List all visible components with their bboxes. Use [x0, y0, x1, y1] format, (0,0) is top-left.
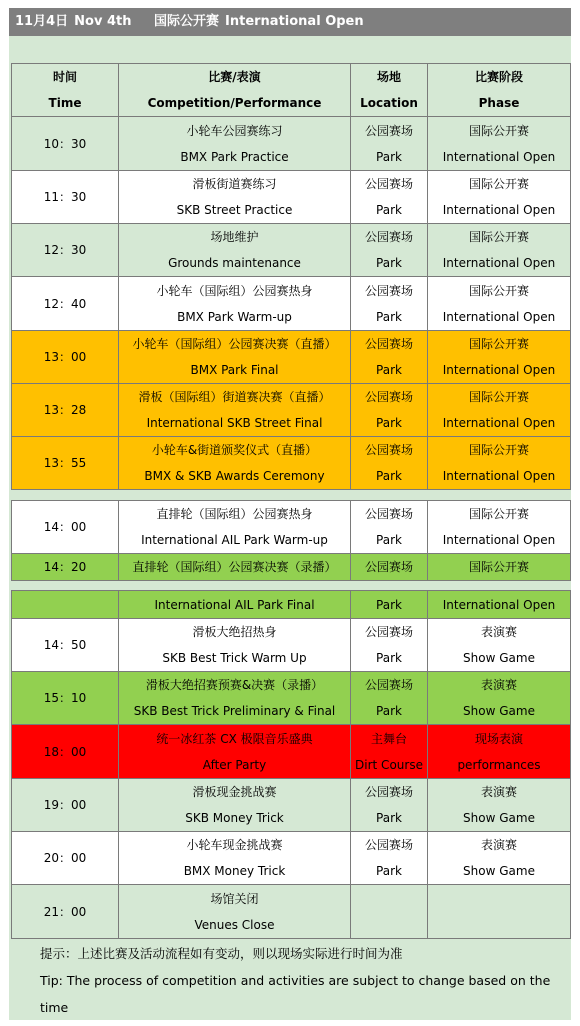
cell-time: 14：00 [12, 501, 119, 554]
cell-time: 11：30 [12, 171, 119, 224]
cell-location: Park [351, 591, 428, 619]
col-header-phase: 比赛阶段 Phase [428, 64, 571, 117]
col-header-location: 场地 Location [351, 64, 428, 117]
cell-competition: 滑板街道赛练习 SKB Street Practice [119, 171, 351, 224]
cell-competition: 直排轮（国际组）公园赛热身 International AIL Park Warm-up [119, 501, 351, 554]
header-date-cn: 11月4日 [15, 14, 69, 29]
cell-location [351, 885, 428, 939]
cell-competition: 滑板现金挑战赛 SKB Money Trick [119, 779, 351, 832]
table-row [12, 501, 571, 554]
cell-competition: 场地维护 Grounds maintenance [119, 224, 351, 277]
cell-location: 公园赛场 Park [351, 672, 428, 725]
cell-competition: 小轮车（国际组）公园赛决赛（直播） BMX Park Final [119, 331, 351, 384]
cell-competition: 小轮车现金挑战赛 BMX Money Trick [119, 832, 351, 885]
table-row [12, 331, 571, 384]
cell-phase: 表演赛 Show Game [428, 619, 571, 672]
notice-block [40, 940, 560, 1021]
table-row [12, 832, 571, 885]
schedule-table-ail [11, 500, 571, 581]
cell-competition: 小轮车公园赛练习 BMX Park Practice [119, 117, 351, 171]
table-row [12, 591, 571, 619]
cell-time: 10：30 [12, 117, 119, 171]
cell-time: 12：30 [12, 224, 119, 277]
cell-competition: International AIL Park Final [119, 591, 351, 619]
cell-phase: 国际公开赛 International Open [428, 171, 571, 224]
schedule-table-main [11, 63, 571, 490]
cell-time: 13：00 [12, 331, 119, 384]
table-row [12, 554, 571, 581]
cell-competition: 滑板大绝招热身 SKB Best Trick Warm Up [119, 619, 351, 672]
cell-competition: 小轮车（国际组）公园赛热身 BMX Park Warm-up [119, 277, 351, 331]
cell-location: 公园赛场 Park [351, 619, 428, 672]
header-event-en: International Open [225, 14, 364, 29]
col-header-time: 时间 Time [12, 64, 119, 117]
cell-competition: 滑板（国际组）街道赛决赛（直播） International SKB Street Final [119, 384, 351, 437]
cell-competition: 滑板大绝招赛预赛&决赛（录播） SKB Best Trick Preliminary & Final [119, 672, 351, 725]
cell-phase: 国际公开赛 International Open [428, 224, 571, 277]
table-row [12, 171, 571, 224]
cell-time [12, 591, 119, 619]
col-header-competition: 比赛/表演 Competition/Performance [119, 64, 351, 117]
table-row [12, 277, 571, 331]
cell-time: 20：00 [12, 832, 119, 885]
cell-time: 13：28 [12, 384, 119, 437]
cell-competition: 直排轮（国际组）公园赛决赛（录播） [119, 554, 351, 581]
cell-phase: 国际公开赛 [428, 554, 571, 581]
cell-location: 公园赛场 Park [351, 331, 428, 384]
table-row [12, 619, 571, 672]
cell-time: 18：00 [12, 725, 119, 779]
table-row [12, 437, 571, 490]
cell-time: 12：40 [12, 277, 119, 331]
notice-cn: 提示：上述比赛及活动流程如有变动，则以现场实际进行时间为准 [40, 946, 403, 961]
cell-phase: 国际公开赛 International Open [428, 331, 571, 384]
cell-phase: 国际公开赛 International Open [428, 117, 571, 171]
cell-location: 公园赛场 Park [351, 779, 428, 832]
cell-phase: 国际公开赛 International Open [428, 437, 571, 490]
cell-phase: 表演赛 Show Game [428, 779, 571, 832]
header-date-en: Nov 4th [74, 14, 132, 29]
table-header-row [12, 64, 571, 117]
cell-location: 公园赛场 Park [351, 832, 428, 885]
notice-en: Tip: The process of competition and activities are subject to change based on the time [40, 973, 551, 1015]
table-row [12, 779, 571, 832]
cell-phase: 国际公开赛 International Open [428, 384, 571, 437]
table-row [12, 117, 571, 171]
cell-location: 公园赛场 Park [351, 224, 428, 277]
cell-location: 公园赛场 Park [351, 171, 428, 224]
cell-phase: 表演赛 Show Game [428, 832, 571, 885]
cell-location: 公园赛场 Park [351, 437, 428, 490]
cell-location: 公园赛场 Park [351, 501, 428, 554]
cell-competition: 场馆关闭 Venues Close [119, 885, 351, 939]
cell-competition: 小轮车&街道颁奖仪式（直播） BMX & SKB Awards Ceremony [119, 437, 351, 490]
table-row [12, 672, 571, 725]
cell-time: 15：10 [12, 672, 119, 725]
cell-competition: 统一冰红茶 CX 极限音乐盛典 After Party [119, 725, 351, 779]
table-row [12, 224, 571, 277]
table-row [12, 384, 571, 437]
cell-phase: 国际公开赛 International Open [428, 277, 571, 331]
cell-time: 14：50 [12, 619, 119, 672]
cell-time: 14：20 [12, 554, 119, 581]
cell-location: 公园赛场 [351, 554, 428, 581]
schedule-header [9, 8, 571, 36]
schedule-table-evening [11, 590, 571, 939]
cell-phase: 表演赛 Show Game [428, 672, 571, 725]
cell-location: 公园赛场 Park [351, 277, 428, 331]
cell-time: 21：00 [12, 885, 119, 939]
table-row [12, 885, 571, 939]
cell-phase [428, 885, 571, 939]
cell-location: 公园赛场 Park [351, 117, 428, 171]
cell-time: 19：00 [12, 779, 119, 832]
table-row [12, 725, 571, 779]
header-event-cn: 国际公开赛 [154, 14, 220, 29]
cell-phase: International Open [428, 591, 571, 619]
cell-time: 13：55 [12, 437, 119, 490]
cell-phase: 现场表演 performances [428, 725, 571, 779]
cell-phase: 国际公开赛 International Open [428, 501, 571, 554]
cell-location: 主舞台 Dirt Course [351, 725, 428, 779]
cell-location: 公园赛场 Park [351, 384, 428, 437]
